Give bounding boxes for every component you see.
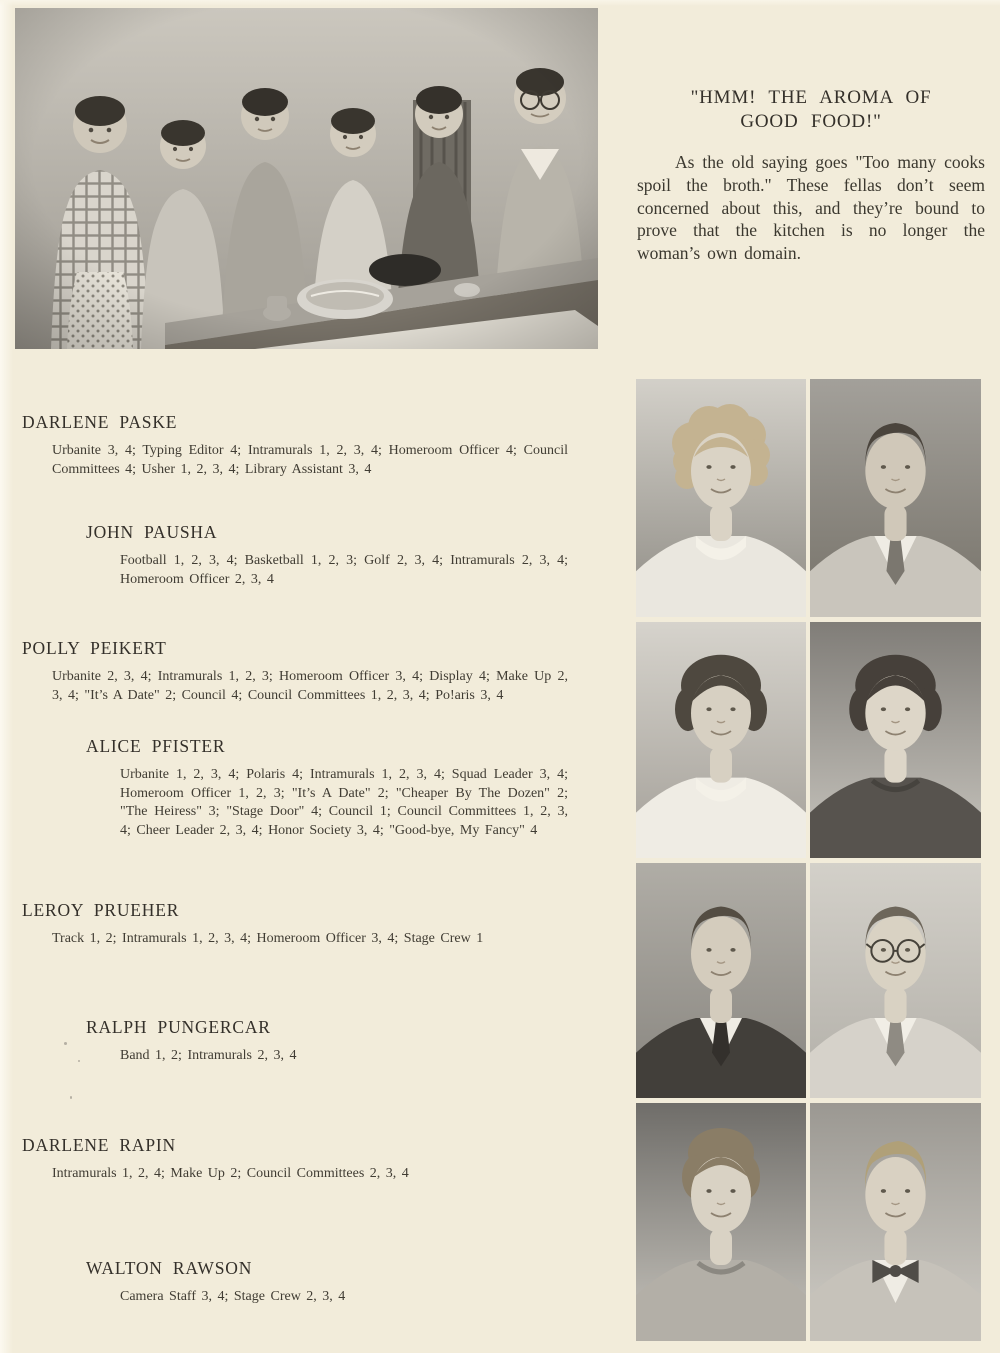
portrait-photo-5: [636, 863, 806, 1098]
scan-edge-left: [0, 0, 13, 1353]
student-activities: Camera Staff 3, 4; Stage Crew 2, 3, 4: [120, 1289, 346, 1304]
student-name: LEROY PRUEHER: [22, 900, 180, 920]
student-entry-john-pausha: [86, 522, 568, 589]
student-name: DARLENE RAPIN: [22, 1135, 176, 1155]
portrait-photo-6: [810, 863, 981, 1098]
headline-section: [637, 86, 985, 265]
portrait-photo-2: [810, 379, 981, 617]
student-entry-darlene-paske: [22, 412, 568, 479]
intro-paragraph: As the old saying goes "Too many cooks spoil the broth." These fellas don’t seem concerned about this, and they’re bound to prove that the kitchen is no longer the woman’s own domain.: [637, 152, 985, 264]
scan-speck: [78, 1060, 80, 1062]
student-activities: Track 1, 2; Intramurals 1, 2, 3, 4; Homeroom Officer 3, 4; Stage Crew 1: [52, 931, 484, 946]
portrait-photo-4: [810, 622, 981, 858]
page-title: [637, 86, 985, 133]
student-activities: Urbanite 2, 3, 4; Intramurals 1, 2, 3; Homeroom Officer 3, 4; Display 4; Make Up 2, 3, 4; "It’s A Date" 2; Council 4; Council Committees 1, 2, 3, 4; Po!aris 3, 4: [52, 669, 568, 703]
student-name: ALICE PFISTER: [86, 736, 226, 756]
page-title-line1: "HMM! THE AROMA OF: [690, 87, 932, 108]
student-activities: Intramurals 1, 2, 4; Make Up 2; Council Committees 2, 3, 4: [52, 1166, 409, 1181]
portrait-photo-7: [636, 1103, 806, 1341]
student-name: POLLY PEIKERT: [22, 638, 167, 658]
student-activities: Urbanite 3, 4; Typing Editor 4; Intramurals 1, 2, 3, 4; Homeroom Officer 4; Council Committees 4; Usher 1, 2, 3, 4; Library Assistant 3, 4: [52, 443, 568, 477]
student-activities: Football 1, 2, 3, 4; Basketball 1, 2, 3; Golf 2, 3, 4; Intramurals 2, 3, 4; Homeroom Officer 2, 3, 4: [120, 553, 568, 587]
student-activities: Band 1, 2; Intramurals 2, 3, 4: [120, 1048, 297, 1063]
student-entry-ralph-pungercar: [86, 1017, 568, 1066]
kitchen-group-photo: [15, 8, 598, 349]
portrait-photo-3: [636, 622, 806, 858]
student-name: RALPH PUNGERCAR: [86, 1017, 271, 1037]
portrait-grid: [636, 379, 981, 1341]
scan-speck: [70, 1096, 72, 1099]
student-name: WALTON RAWSON: [86, 1258, 253, 1278]
portrait-photo-8: [810, 1103, 981, 1341]
student-name: DARLENE PASKE: [22, 412, 178, 432]
student-entry-walton-rawson: [86, 1258, 568, 1307]
student-entry-darlene-rapin: [22, 1135, 568, 1184]
scan-edge-top: [0, 0, 1000, 6]
scan-speck: [64, 1042, 67, 1045]
student-entry-alice-pfister: [86, 736, 568, 840]
student-entry-polly-peikert: [22, 638, 568, 705]
page-title-line2: GOOD FOOD!": [740, 110, 882, 132]
kitchen-photo-illustration: [15, 8, 598, 349]
student-entry-leroy-prueher: [22, 900, 568, 949]
student-name: JOHN PAUSHA: [86, 522, 218, 542]
student-activities: Urbanite 1, 2, 3, 4; Polaris 4; Intramurals 1, 2, 3, 4; Squad Leader 3, 4; Homeroom Officer 1, 2, 3; "It’s A Date" 2; "Cheaper By The Dozen" 2; "The Heiress" 3; "Stage Door" 4; Council 1; Council Committees 1, 2, 3, 4; Cheer Leader 2, 3, 4; Honor Society 3, 4; "Good-bye, My Fancy" 4: [120, 767, 568, 838]
portrait-photo-1: [636, 379, 806, 617]
